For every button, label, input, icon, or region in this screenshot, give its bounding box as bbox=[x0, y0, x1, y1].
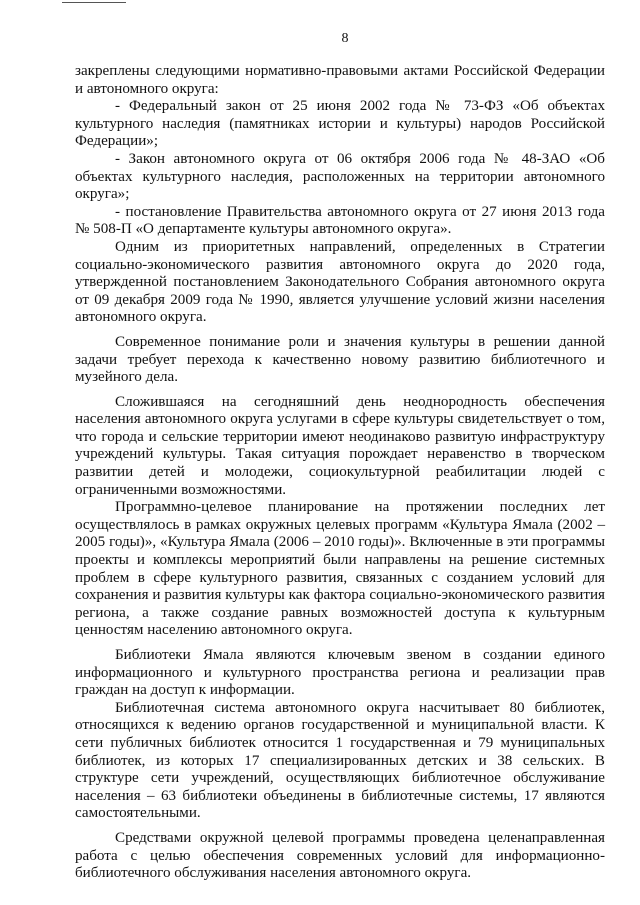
paragraph: - постановление Правительства автономного округа от 27 июня 2013 года № 508-П «О департаменте культуры автономного округа». bbox=[75, 203, 605, 238]
page-number: 8 bbox=[341, 31, 349, 46]
paragraph: Одним из приоритетных направлений, определенных в Стратегии социально-экономического развития автономного округа до 2020 года, утвержденной постановлением Законодательного Собрания автономного округа от 09 декабря 2009 года № 1990, является улучшение условий жизни населения автономного округа. bbox=[75, 238, 605, 326]
paragraph: Библиотечная система автономного округа насчитывает 80 библиотек, относящихся к ведению органов государственной и муниципальной власти. К сети публичных библиотек относится 1 государственная и 79 муниципальных библиотек, из которых 17 специализированных детских и 38 сельских. В структуре сети учреждений, осуществляющих библиотечное обслуживание населения – 63 библиотеки объединены в библиотечные системы, 17 являются самостоятельными. bbox=[75, 699, 605, 822]
paragraph: Средствами окружной целевой программы проведена целенаправленная работа с целью обеспечения современных условий для информационно-библиотечного обслуживания населения автономного округа. bbox=[75, 829, 605, 882]
scan-edge-line bbox=[62, 2, 126, 3]
paragraph: Библиотеки Ямала являются ключевым звеном в создании единого информационного и культурного пространства региона и реализации прав граждан на доступ к информации. bbox=[75, 647, 605, 699]
paragraph: Современное понимание роли и значения культуры в решении данной задачи требует перехода к качественно новому развитию библиотечного и музейного дела. bbox=[75, 333, 605, 386]
paragraph: Программно-целевое планирование на протяжении последних лет осуществлялось в рамках окружных целевых программ «Культура Ямала (2002 – 2005 годы)», «Культура Ямала (2006 – 2010 годы)». Включенные в эти программы проекты и комплексы мероприятий были направлены на решение системных проблем в сфере культурного развития, связанных с созданием условий для сохранения и развития культуры как фактора социально-экономического развития региона, а также создание равных возможностей доступа к культурным ценностям населению автономного округа. bbox=[75, 499, 605, 639]
document-page bbox=[75, 30, 605, 883]
paragraph: - Федеральный закон от 25 июня 2002 года № 73-ФЗ «Об объектах культурного наследия (памятниках истории и культуры) народов Российской Федерации»; bbox=[75, 98, 605, 150]
paragraph: - Закон автономного округа от 06 октября 2006 года № 48-ЗАО «Об объектах культурного наследия, расположенных на территории автономного округа»; bbox=[75, 150, 605, 203]
paragraph: закреплены следующими нормативно-правовыми актами Российской Федерации и автономного округа: bbox=[75, 63, 605, 97]
document-body bbox=[75, 63, 605, 883]
paragraph: Сложившаяся на сегодняшний день неоднородность обеспечения населения автономного округа услугами в сфере культуры свидетельствует о том, что города и сельские территории имеют неодинаково развитую инфраструктуру учреждений культуры. Такая ситуация порождает неравенство в творческом развитии детей и молодежи, социокультурной реабилитации людей с ограниченными возможностями. bbox=[75, 393, 605, 498]
